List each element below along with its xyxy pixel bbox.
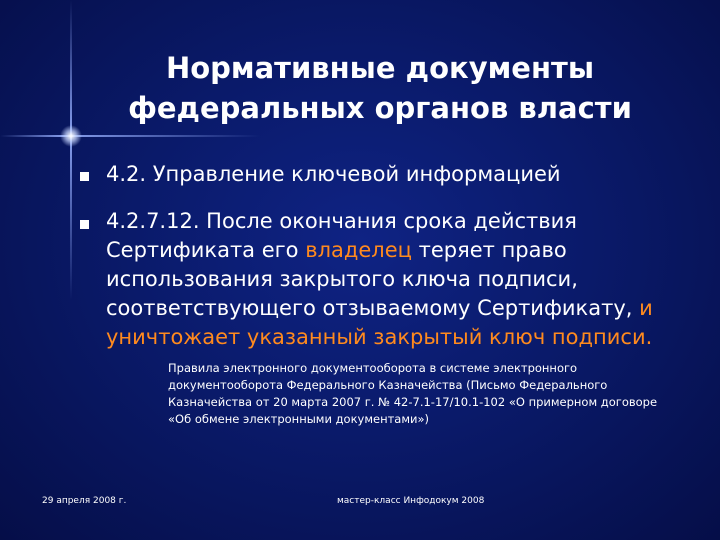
highlight-owner: владелец [305, 238, 412, 262]
footer-event: мастер-класс Инфодокум 2008 [337, 496, 485, 506]
decorative-vertical-line [70, 0, 72, 300]
source-line-4: «Об обмене электронными документами») [168, 412, 430, 426]
list-item-2-line-4-text: соответствующего отзываемому Сертификату, [106, 296, 640, 320]
list-item-2-line-5: уничтожает указанный закрытый ключ подписи. [106, 325, 653, 349]
list-item-2-line-3: использования закрытого ключа подписи, [106, 267, 578, 291]
slide-title-line-2: федеральных органов власти [128, 91, 632, 125]
list-item-2 [106, 207, 653, 352]
source-reference [168, 360, 708, 428]
source-line-2: документооборота Федерального Казначейства (Письмо Федерального [168, 378, 608, 392]
list-item-2-line-1: 4.2.7.12. После окончания срока действия [106, 209, 577, 233]
list-item-1 [106, 160, 561, 189]
bullet-square-icon [80, 220, 89, 229]
slide-title-line-1: Нормативные документы [165, 51, 595, 85]
source-line-1: Правила электронного документооборота в системе электронного [168, 361, 578, 375]
list-item-1-text: 4.2. Управление ключевой информацией [106, 162, 561, 186]
source-line-3: Казначейства от 20 марта 2007 г. № 42-7.1-17/10.1-102 «О примерном договоре [168, 395, 658, 409]
list-item-2-line-2-text-end: теряет право [411, 238, 567, 262]
footer-date: 29 апреля 2008 г. [42, 496, 127, 506]
highlight-and: и [639, 296, 653, 320]
decorative-star-icon [60, 125, 82, 147]
list-item-2-line-2 [106, 236, 653, 265]
bullet-square-icon [80, 172, 89, 181]
decorative-horizontal-line [0, 135, 260, 137]
slide-title [100, 48, 660, 128]
list-item-2-line-4 [106, 294, 653, 323]
list-item-2-line-2-text: Сертификата его [106, 238, 306, 262]
